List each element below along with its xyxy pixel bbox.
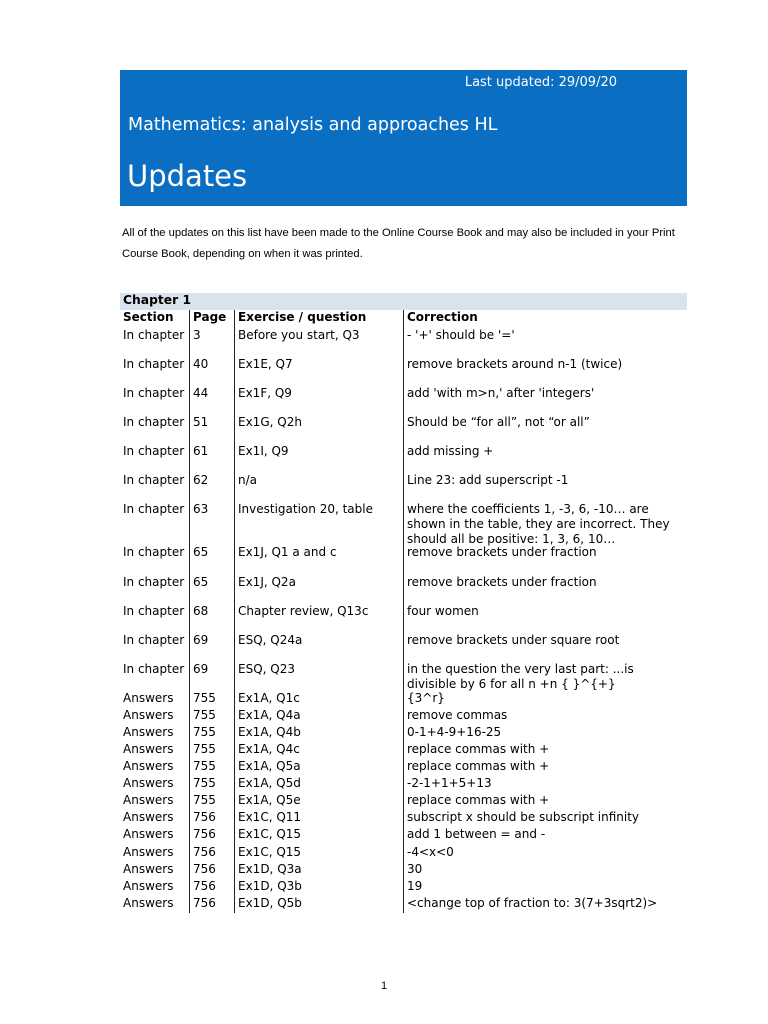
correction-cell: where the coefficients 1, -3, 6, -10… are shown in the table, they are incorrect. They should all be positive: 1, 3, 6, 10…: [407, 502, 670, 546]
exercise-cell: Ex1D, Q5b: [238, 896, 302, 910]
correction-cell: -2-1+1+5+13: [407, 776, 492, 790]
correction-cell: Should be “for all”, not “or all”: [407, 415, 590, 429]
section-cell: Answers: [123, 725, 174, 739]
column-divider: [403, 310, 404, 913]
section-cell: Answers: [123, 776, 174, 790]
page-cell: 755: [193, 793, 216, 807]
correction-cell: <change top of fraction to: 3(7+3sqrt2)>: [407, 896, 658, 910]
chapter-title: Chapter 1: [123, 293, 191, 307]
page-cell: 65: [193, 545, 209, 559]
chapter-band: [120, 293, 687, 310]
page-cell: 65: [193, 575, 209, 589]
section-cell: In chapter: [123, 633, 185, 647]
page-cell: 68: [193, 604, 209, 618]
section-cell: In chapter: [123, 473, 185, 487]
exercise-cell: Ex1A, Q4b: [238, 725, 301, 739]
correction-cell: replace commas with +: [407, 759, 550, 773]
exercise-cell: Investigation 20, table: [238, 502, 373, 516]
exercise-cell: Chapter review, Q13c: [238, 604, 369, 618]
page-cell: 3: [193, 328, 201, 342]
subject-title: Mathematics: analysis and approaches HL: [128, 115, 498, 135]
last-updated: Last updated: 29/09/20: [464, 75, 617, 90]
exercise-cell: Ex1C, Q11: [238, 810, 302, 824]
page-cell: 756: [193, 862, 216, 876]
page-cell: 756: [193, 879, 216, 893]
section-cell: Answers: [123, 827, 174, 841]
page-cell: 61: [193, 444, 209, 458]
page-cell: 756: [193, 827, 216, 841]
correction-cell: add missing +: [407, 444, 494, 458]
page-cell: 755: [193, 776, 216, 790]
exercise-cell: Ex1C, Q15: [238, 845, 302, 859]
column-header-section: Section: [123, 310, 174, 324]
section-cell: In chapter: [123, 386, 185, 400]
page-title: Updates: [127, 159, 248, 193]
section-cell: Answers: [123, 845, 174, 859]
exercise-cell: Ex1G, Q2h: [238, 415, 302, 429]
correction-cell: remove brackets under square root: [407, 633, 620, 647]
exercise-cell: Ex1F, Q9: [238, 386, 292, 400]
exercise-cell: Ex1D, Q3b: [238, 879, 302, 893]
section-cell: Answers: [123, 810, 174, 824]
exercise-cell: Ex1D, Q3a: [238, 862, 302, 876]
exercise-cell: n/a: [238, 473, 258, 487]
page-cell: 756: [193, 810, 216, 824]
exercise-cell: Ex1A, Q5a: [238, 759, 301, 773]
page-cell: 755: [193, 759, 216, 773]
exercise-cell: Ex1J, Q1 a and c: [238, 545, 337, 559]
exercise-cell: Ex1A, Q5d: [238, 776, 301, 790]
correction-cell: {3^r}: [407, 691, 445, 705]
section-cell: Answers: [123, 759, 174, 773]
section-cell: In chapter: [123, 502, 185, 516]
section-cell: Answers: [123, 793, 174, 807]
correction-cell: 19: [407, 879, 423, 893]
page-cell: 755: [193, 725, 216, 739]
column-header-page: Page: [193, 310, 227, 324]
column-header-correction: Correction: [407, 310, 478, 324]
section-cell: In chapter: [123, 328, 185, 342]
section-cell: In chapter: [123, 662, 185, 676]
correction-cell: 0-1+4-9+16-25: [407, 725, 502, 739]
section-cell: In chapter: [123, 545, 185, 559]
exercise-cell: Ex1E, Q7: [238, 357, 293, 371]
page-cell: 755: [193, 691, 216, 705]
correction-cell: - '+' should be '=': [407, 328, 515, 342]
correction-cell: add 'with m>n,' after 'integers': [407, 386, 595, 400]
page-cell: 63: [193, 502, 209, 516]
section-cell: Answers: [123, 708, 174, 722]
section-cell: In chapter: [123, 357, 185, 371]
column-header-exercise: Exercise / question: [238, 310, 367, 324]
section-cell: In chapter: [123, 415, 185, 429]
exercise-cell: Ex1J, Q2a: [238, 575, 296, 589]
exercise-cell: Ex1A, Q5e: [238, 793, 301, 807]
correction-cell: add 1 between = and -: [407, 827, 546, 841]
intro-text: All of the updates on this list have been made to the Online Course Book and may also be included in your Print Course Book, depending on when it was printed.: [122, 227, 675, 260]
correction-cell: four women: [407, 604, 479, 618]
correction-cell: Line 23: add superscript -1: [407, 473, 569, 487]
page-cell: 69: [193, 662, 209, 676]
correction-cell: 30: [407, 862, 423, 876]
page-number: 1: [380, 980, 388, 992]
page-cell: 755: [193, 708, 216, 722]
correction-cell: remove brackets under fraction: [407, 575, 597, 589]
page-cell: 69: [193, 633, 209, 647]
section-cell: Answers: [123, 862, 174, 876]
section-cell: In chapter: [123, 444, 185, 458]
correction-cell: in the question the very last part: ...is divisible by 6 for all n +n { }^{+}: [407, 662, 634, 691]
exercise-cell: Ex1C, Q15: [238, 827, 302, 841]
column-divider: [189, 310, 190, 913]
section-cell: Answers: [123, 896, 174, 910]
header-banner: [120, 70, 687, 206]
exercise-cell: Ex1I, Q9: [238, 444, 289, 458]
exercise-cell: Before you start, Q3: [238, 328, 360, 342]
page-cell: 51: [193, 415, 209, 429]
page-cell: 44: [193, 386, 209, 400]
section-cell: In chapter: [123, 575, 185, 589]
section-cell: Answers: [123, 691, 174, 705]
exercise-cell: Ex1A, Q1c: [238, 691, 300, 705]
correction-cell: replace commas with +: [407, 793, 550, 807]
section-cell: In chapter: [123, 604, 185, 618]
section-cell: Answers: [123, 879, 174, 893]
page-cell: 62: [193, 473, 209, 487]
correction-cell: subscript x should be subscript infinity: [407, 810, 640, 824]
page-cell: 756: [193, 896, 216, 910]
correction-cell: remove brackets around n-1 (twice): [407, 357, 623, 371]
correction-cell: remove commas: [407, 708, 508, 722]
exercise-cell: ESQ, Q24a: [238, 633, 303, 647]
page-cell: 40: [193, 357, 209, 371]
exercise-cell: ESQ, Q23: [238, 662, 295, 676]
correction-cell: remove brackets under fraction: [407, 545, 597, 559]
exercise-cell: Ex1A, Q4a: [238, 708, 301, 722]
correction-cell: -4<x<0: [407, 845, 454, 859]
exercise-cell: Ex1A, Q4c: [238, 742, 300, 756]
page-cell: 756: [193, 845, 216, 859]
section-cell: Answers: [123, 742, 174, 756]
correction-cell: replace commas with +: [407, 742, 550, 756]
column-divider: [234, 310, 235, 913]
page-cell: 755: [193, 742, 216, 756]
